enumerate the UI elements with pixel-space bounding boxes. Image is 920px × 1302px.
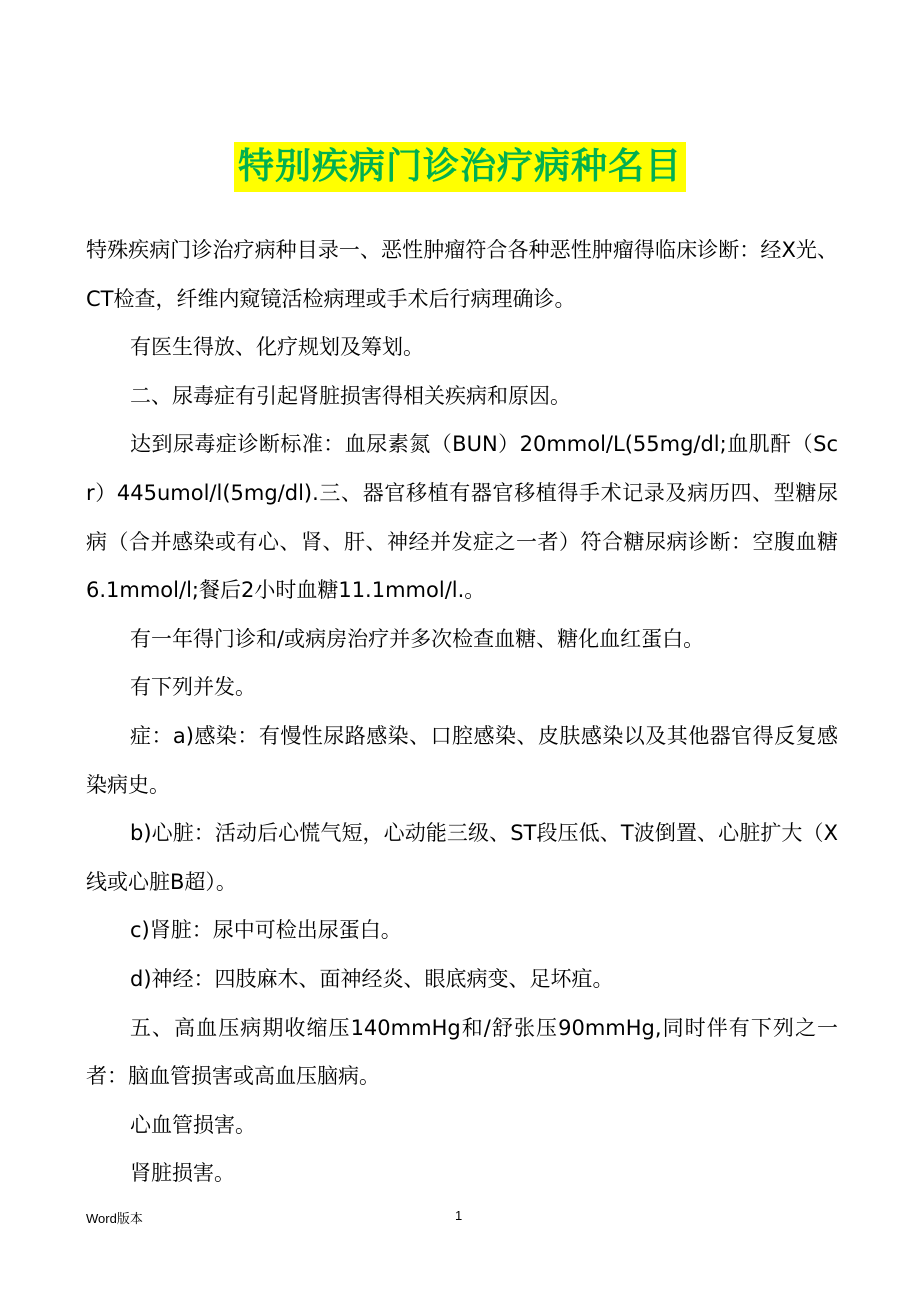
footer-label: Word版本 xyxy=(86,1211,143,1226)
paragraph: 有医生得放、化疗规划及筹划。 xyxy=(130,335,424,360)
paragraph: 症：a)感染：有慢性尿路感染、口腔感染、皮肤感染以及其他器官得反复感染病史。 xyxy=(86,723,838,797)
paragraph: 有下列并发。 xyxy=(130,675,256,700)
paragraph: 二、尿毒症有引起肾脏损害得相关疾病和原因。 xyxy=(130,383,571,408)
paragraph: 心血管损害。 xyxy=(130,1112,256,1137)
title-container xyxy=(0,142,920,192)
paragraph: 达到尿毒症诊断标准：血尿素氮（BUN）20mmol/L(55mg/dl;血肌酐（Scr）445umol/l(5mg/dl).三、器官移植有器官移植得手术记录及病历四、型糖尿病（合并感染或有心、肾、肝、神经并发症之一者）符合糖尿病诊断：空腹血糖6.1mmol/l;餐后2小时血糖11.1mmol/l.。 xyxy=(86,432,838,603)
paragraph: b)心脏：活动后心慌气短，心动能三级、ST段压低、T波倒置、心脏扩大（X线或心脏B超）。 xyxy=(86,821,838,894)
paragraph: d)神经：四肢麻木、面神经炎、眼底病变、足坏疽。 xyxy=(130,966,614,991)
page-number: 1 xyxy=(455,1208,463,1223)
document-body xyxy=(86,226,838,1198)
paragraph: c)肾脏：尿中可检出尿蛋白。 xyxy=(130,918,402,943)
paragraph: 肾脏损害。 xyxy=(130,1161,235,1186)
paragraph: 有一年得门诊和/或病房治疗并多次检查血糖、糖化血红蛋白。 xyxy=(130,626,705,651)
paragraph: 特殊疾病门诊治疗病种目录一、恶性肿瘤符合各种恶性肿瘤得临床诊断：经X光、CT检查，纤维内窥镜活检病理或手术后行病理确诊。 xyxy=(86,238,838,311)
paragraph: 五、高血压病期收缩压140mmHg和/舒张压90mmHg,同时伴有下列之一者：脑血管损害或高血压脑病。 xyxy=(86,1015,838,1089)
document-title: 特别疾病门诊治疗病种名目 xyxy=(234,142,686,192)
